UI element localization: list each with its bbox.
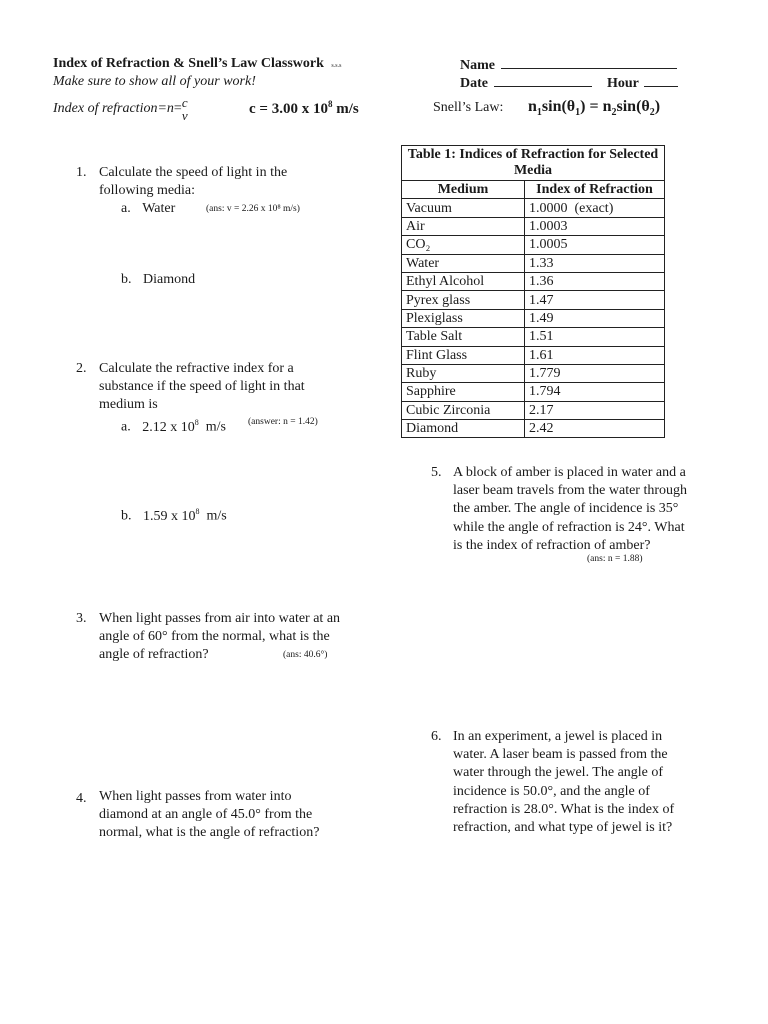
question-line: is the index of refraction of amber?	[453, 537, 651, 553]
formula-n: n	[166, 101, 174, 116]
table-row	[402, 420, 665, 438]
index-formula	[53, 94, 188, 124]
snell-sub1: 1	[536, 107, 542, 119]
medium-cell: Cubic Zirconia	[402, 401, 525, 419]
snell-sin2: sin(θ	[616, 98, 650, 115]
medium-cell: CO₂	[402, 236, 525, 254]
question-line: When light passes from water into	[99, 789, 292, 804]
index-cell: 2.17	[525, 401, 665, 419]
medium-cell: Flint Glass	[402, 346, 525, 364]
question-1a-answer: (ans: v = 2.26 x 10⁸ m/s)	[206, 204, 300, 214]
table-row	[402, 346, 665, 364]
subpart-value: 1.59 x 10	[143, 508, 196, 524]
subpart-text: Diamond	[143, 272, 196, 287]
snell-equation	[528, 98, 660, 118]
table-row	[402, 254, 665, 272]
title-text: Index of Refraction & Snell’s Law Classwork	[53, 56, 324, 71]
name-label: Name	[460, 58, 495, 73]
index-cell: 1.36	[525, 272, 665, 290]
question-6: 6.	[431, 729, 442, 744]
question-line: water. A laser beam is passed from the	[453, 747, 668, 763]
table-row	[402, 236, 665, 254]
table-row	[402, 383, 665, 401]
question-line: while the angle of refraction is 24°. What	[453, 519, 685, 535]
question-line: refraction is 28.0°. What is the index of	[453, 801, 675, 817]
refraction-index-table	[401, 145, 665, 438]
question-line: refraction, and what type of jewel is it?	[453, 820, 673, 836]
index-cell: 1.49	[525, 309, 665, 327]
speed-c-text: c = 3.00 x 10	[249, 101, 328, 117]
name-field[interactable]	[460, 56, 677, 74]
formula-fraction	[182, 96, 188, 122]
index-cell: 1.0005	[525, 236, 665, 254]
question-line: incidence is 50.0°, and the angle of	[453, 783, 650, 799]
question-line: diamond at an angle of 45.0° from the	[99, 807, 313, 823]
question-line: Calculate the refractive index for a	[99, 361, 294, 376]
medium-cell: Plexiglass	[402, 309, 525, 327]
speed-unit: m/s	[332, 101, 359, 117]
index-cell: 1.61	[525, 346, 665, 364]
question-5-text	[453, 464, 687, 555]
date-label: Date	[460, 76, 488, 91]
formula-eq: =	[173, 101, 182, 116]
subpart-label: b.	[121, 508, 132, 524]
medium-cell: Water	[402, 254, 525, 272]
question-4: 4.	[76, 791, 87, 806]
question-line: angle of refraction?	[99, 647, 209, 663]
question-2: 2.	[76, 361, 87, 376]
question-number: 1.	[76, 165, 87, 180]
question-1-text	[99, 164, 287, 200]
column-header-index: Index of Refraction	[525, 181, 665, 199]
subpart-label: a.	[121, 419, 131, 435]
date-blank[interactable]	[494, 74, 592, 87]
question-2a	[121, 414, 226, 437]
medium-cell: Vacuum	[402, 199, 525, 217]
question-line: A block of amber is placed in water and a	[453, 465, 686, 480]
question-2a-answer: (answer: n = 1.42)	[248, 417, 318, 427]
question-line: When light passes from air into water at an	[99, 611, 341, 626]
question-5-answer: (ans: n = 1.88)	[587, 554, 643, 564]
column-header-medium: Medium	[402, 181, 525, 199]
medium-cell: Ethyl Alcohol	[402, 272, 525, 290]
formula-prefix: Index of refraction=	[53, 101, 167, 116]
index-cell: 1.47	[525, 291, 665, 309]
question-line: water through the jewel. The angle of	[453, 765, 664, 781]
worksheet-title	[53, 56, 341, 72]
snell-n2: ) = n	[580, 98, 612, 115]
hour-blank[interactable]	[644, 74, 678, 87]
question-5: 5.	[431, 465, 442, 480]
medium-cell: Air	[402, 217, 525, 235]
table-body	[402, 199, 665, 438]
subpart-unit: m/s	[198, 419, 226, 435]
snell-label: Snell’s Law:	[433, 100, 504, 115]
subpart-exponent: 8	[195, 507, 200, 516]
hour-label: Hour	[607, 76, 639, 91]
snell-sub2b: 2	[649, 107, 655, 119]
question-line: normal, what is the angle of refraction?	[99, 825, 320, 841]
table-row	[402, 217, 665, 235]
index-cell: 1.51	[525, 328, 665, 346]
snell-sin1: sin(θ	[541, 98, 576, 115]
snell-n1: n	[528, 98, 537, 115]
question-line: Calculate the speed of light in the	[99, 165, 288, 180]
fraction-numerator: c	[181, 94, 188, 110]
speed-exponent: 8	[327, 99, 333, 109]
index-cell: 2.42	[525, 420, 665, 438]
question-1b	[121, 271, 195, 289]
medium-cell: Table Salt	[402, 328, 525, 346]
question-line: following media:	[99, 183, 196, 199]
snell-sub1b: 1	[575, 107, 581, 119]
snell-sub2: 2	[611, 107, 617, 119]
table-row	[402, 364, 665, 382]
question-line: the amber. The angle of incidence is 35°	[453, 501, 679, 517]
table-row	[402, 309, 665, 327]
subpart-exponent: 8	[194, 418, 199, 427]
question-2b	[121, 503, 227, 526]
question-line: angle of 60° from the normal, what is the	[99, 629, 330, 645]
question-line: medium is	[99, 397, 158, 413]
question-2-text	[99, 360, 305, 415]
medium-cell: Diamond	[402, 420, 525, 438]
question-line: laser beam travels from the water through	[453, 483, 688, 499]
table-row	[402, 272, 665, 290]
table-caption: Table 1: Indices of Refraction for Selected Media	[402, 146, 665, 181]
snell-close: )	[654, 98, 661, 115]
question-1	[76, 164, 87, 182]
index-cell: 1.0003	[525, 217, 665, 235]
medium-cell: Pyrex glass	[402, 291, 525, 309]
date-hour-field[interactable]	[460, 74, 678, 92]
subpart-label: a.	[121, 201, 131, 216]
question-line: substance if the speed of light in that	[99, 379, 305, 395]
question-1a	[121, 200, 175, 218]
medium-cell: Sapphire	[402, 383, 525, 401]
subpart-label: b.	[121, 272, 132, 287]
table-row	[402, 291, 665, 309]
table-caption-row	[402, 146, 665, 181]
name-blank[interactable]	[501, 56, 677, 69]
question-6-text	[453, 728, 674, 837]
subpart-unit: m/s	[199, 508, 227, 524]
question-3-answer: (ans: 40.6°)	[283, 650, 328, 660]
fraction-denominator: v	[181, 107, 188, 123]
instruction-text: Make sure to show all of your work!	[53, 74, 256, 89]
question-line: In an experiment, a jewel is placed in	[453, 729, 663, 744]
table-row	[402, 401, 665, 419]
index-cell: 1.794	[525, 383, 665, 401]
subpart-text: Water	[142, 201, 176, 216]
table-row	[402, 328, 665, 346]
index-cell: 1.779	[525, 364, 665, 382]
index-cell: 1.33	[525, 254, 665, 272]
subpart-value: 2.12 x 10	[142, 419, 195, 435]
table-header-row	[402, 181, 665, 199]
index-cell: 1.0000 (exact)	[525, 199, 665, 217]
table-row	[402, 199, 665, 217]
question-3: 3.	[76, 611, 87, 626]
question-4-text	[99, 788, 319, 843]
title-suffix: s.s.s	[331, 63, 342, 69]
medium-cell: Ruby	[402, 364, 525, 382]
speed-of-light	[249, 99, 359, 118]
